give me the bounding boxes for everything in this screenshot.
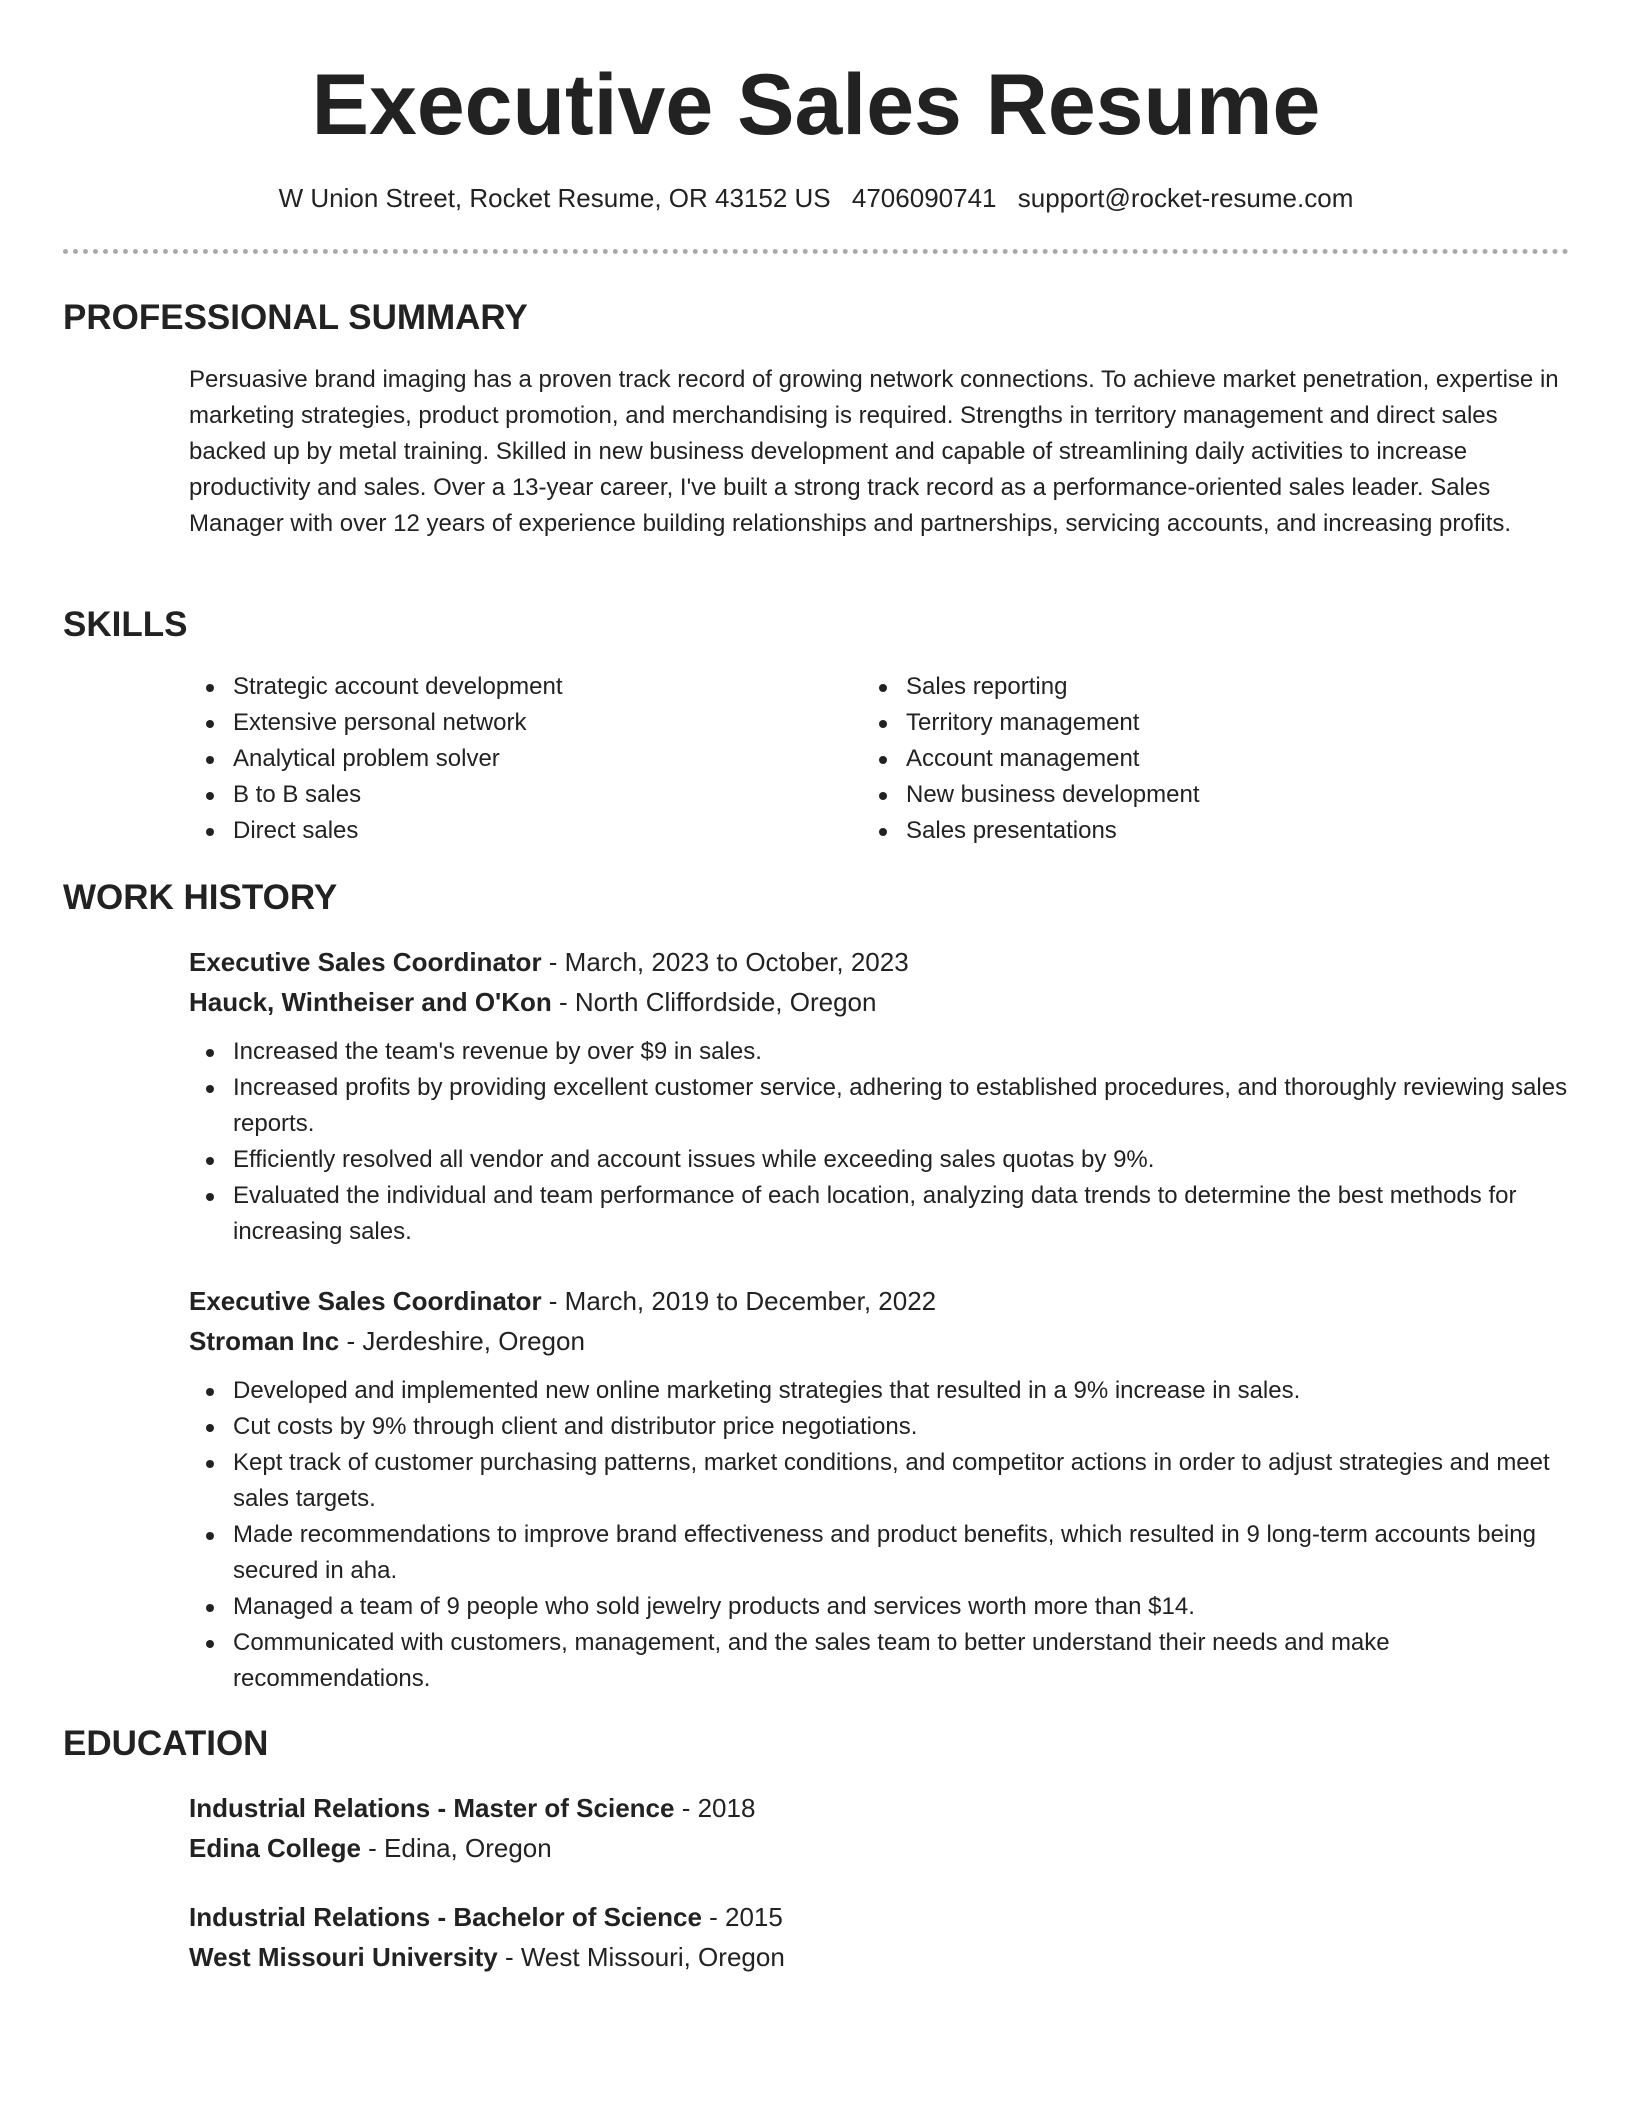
bullet-dot-icon	[206, 720, 214, 728]
skill-item-text: Direct sales	[233, 817, 359, 844]
bullet-dot-icon	[206, 1388, 214, 1396]
education-degree-line: Industrial Relations - Bachelor of Science - 2015	[189, 1902, 783, 1932]
section-heading-education: EDUCATION	[63, 1724, 269, 1763]
job-company-line: Hauck, Wintheiser and O'Kon - North Cliffordside, Oregon	[189, 987, 877, 1017]
job-bullet-text: Managed a team of 9 people who sold jewelry products and services worth more than $14.	[233, 1593, 1195, 1620]
bullet-dot-icon	[206, 1532, 214, 1540]
job-bullet-text: Cut costs by 9% through client and distributor price negotiations.	[233, 1413, 918, 1440]
skill-item	[862, 705, 1502, 741]
education-location: West Missouri, Oregon	[520, 1942, 785, 1972]
job-dates: March, 2023 to October, 2023	[564, 947, 909, 977]
bullet-dot-icon	[206, 1460, 214, 1468]
job-bullet-text: Increased profits by providing excellent customer service, adhering to established procedures, and thoroughly reviewing sales reports.	[233, 1074, 1568, 1137]
skill-item	[862, 813, 1502, 849]
job-company-line: Stroman Inc - Jerdeshire, Oregon	[189, 1326, 585, 1356]
education-entry	[189, 1897, 1569, 1977]
job-bullet-text: Kept track of customer purchasing patterns, market conditions, and competitor actions in order to adjust strategies and meet sales targets.	[233, 1449, 1550, 1512]
skill-item	[189, 741, 829, 777]
education-degree-line: Industrial Relations - Master of Science - 2018	[189, 1793, 756, 1823]
skill-item	[189, 669, 829, 705]
header-divider	[63, 249, 1569, 254]
skills-column-right	[862, 669, 1502, 849]
bullet-dot-icon	[879, 792, 887, 800]
job-bullet	[189, 1070, 1569, 1142]
skill-item-text: Sales presentations	[906, 817, 1117, 844]
education-year: 2018	[697, 1793, 756, 1823]
job-location: Jerdeshire, Oregon	[362, 1326, 585, 1356]
skill-item-text: Sales reporting	[906, 673, 1068, 700]
bullet-dot-icon	[879, 684, 887, 692]
section-heading-summary: PROFESSIONAL SUMMARY	[63, 298, 528, 337]
job-company: Stroman Inc	[189, 1326, 340, 1356]
education-entry	[189, 1788, 1569, 1868]
bullet-dot-icon	[206, 756, 214, 764]
section-heading-work: WORK HISTORY	[63, 878, 338, 917]
job-title: Executive Sales Coordinator	[189, 1286, 542, 1316]
skill-item-text: Strategic account development	[233, 673, 563, 700]
skill-item	[862, 777, 1502, 813]
bullet-dot-icon	[879, 828, 887, 836]
skill-item	[189, 813, 829, 849]
summary-text: Persuasive brand imaging has a proven track record of growing network connections. To achieve market penetration, expertise in marketing strategies, product promotion, and merchandising is required. Strengths in territory management and direct sales backed up by metal training. Skilled in new business development and capable of streamlining daily activities to increase productivity and sales. Over a 13-year career, I've built a strong track record as a performance-oriented sales leader. Sales Manager with over 12 years of experience building relationships and partnerships, servicing accounts, and increasing profits.	[189, 366, 1559, 537]
job-title-line: Executive Sales Coordinator - March, 2023 to October, 2023	[189, 947, 909, 977]
job-bullet	[189, 1445, 1569, 1517]
bullet-dot-icon	[206, 792, 214, 800]
education-location: Edina, Oregon	[384, 1833, 552, 1863]
skills-column-left	[189, 669, 829, 849]
job-entry	[189, 1281, 1569, 1697]
bullet-dot-icon	[879, 720, 887, 728]
job-bullet	[189, 1409, 1569, 1445]
job-bullet-text: Evaluated the individual and team performance of each location, analyzing data trends to determine the best methods for increasing sales.	[233, 1182, 1517, 1245]
job-bullets	[189, 1373, 1569, 1697]
skill-item-text: Analytical problem solver	[233, 745, 500, 772]
job-bullet	[189, 1034, 1569, 1070]
job-bullet	[189, 1625, 1569, 1697]
bullet-dot-icon	[879, 756, 887, 764]
job-bullet-text: Efficiently resolved all vendor and account issues while exceeding sales quotas by 9%.	[233, 1146, 1155, 1173]
skills-list-right	[862, 669, 1502, 849]
education-degree: Industrial Relations - Bachelor of Science	[189, 1902, 702, 1932]
bullet-dot-icon	[206, 1085, 214, 1093]
job-bullet	[189, 1142, 1569, 1178]
skills-list-left	[189, 669, 829, 849]
education-degree: Industrial Relations - Master of Science	[189, 1793, 675, 1823]
skill-item-text: New business development	[906, 781, 1200, 808]
job-bullet	[189, 1178, 1569, 1250]
job-bullets	[189, 1034, 1569, 1250]
skill-item	[189, 705, 829, 741]
skill-item-text: Extensive personal network	[233, 709, 527, 736]
job-bullet	[189, 1373, 1569, 1409]
job-bullet-text: Communicated with customers, management, and the sales team to better understand their needs and make recommendations.	[233, 1629, 1390, 1692]
education-school: West Missouri University	[189, 1942, 498, 1972]
bullet-dot-icon	[206, 1157, 214, 1165]
job-entry	[189, 942, 1569, 1250]
job-bullet	[189, 1517, 1569, 1589]
contact-address: W Union Street, Rocket Resume, OR 43152 US	[278, 183, 831, 213]
bullet-dot-icon	[206, 1424, 214, 1432]
education-school-line: West Missouri University - West Missouri, Oregon	[189, 1942, 785, 1972]
skill-item	[862, 669, 1502, 705]
skill-item	[862, 741, 1502, 777]
job-dates: March, 2019 to December, 2022	[564, 1286, 937, 1316]
bullet-dot-icon	[206, 684, 214, 692]
education-school: Edina College	[189, 1833, 361, 1863]
job-title-line: Executive Sales Coordinator - March, 2019 to December, 2022	[189, 1286, 937, 1316]
bullet-dot-icon	[206, 1049, 214, 1057]
skill-item-text: Territory management	[906, 709, 1140, 736]
resume-title: Executive Sales Resume	[311, 57, 1321, 153]
section-heading-skills: SKILLS	[63, 605, 188, 644]
job-bullet-text: Developed and implemented new online marketing strategies that resulted in a 9% increase in sales.	[233, 1377, 1301, 1404]
skill-item-text: B to B sales	[233, 781, 362, 808]
job-location: North Cliffordside, Oregon	[574, 987, 877, 1017]
education-year: 2015	[725, 1902, 783, 1932]
job-company: Hauck, Wintheiser and O'Kon	[189, 987, 552, 1017]
contact-phone: 4706090741	[851, 183, 997, 213]
job-bullet	[189, 1589, 1569, 1625]
skill-item-text: Account management	[906, 745, 1140, 772]
bullet-dot-icon	[206, 828, 214, 836]
bullet-dot-icon	[206, 1640, 214, 1648]
bullet-dot-icon	[206, 1193, 214, 1201]
contact-line	[0, 180, 1632, 216]
job-title: Executive Sales Coordinator	[189, 947, 542, 977]
job-bullet-text: Increased the team's revenue by over $9 in sales.	[233, 1038, 762, 1065]
job-bullet-text: Made recommendations to improve brand effectiveness and product benefits, which resulted in 9 long-term accounts being secured in aha.	[233, 1521, 1536, 1584]
skill-item	[189, 777, 829, 813]
bullet-dot-icon	[206, 1604, 214, 1612]
education-school-line: Edina College - Edina, Oregon	[189, 1833, 552, 1863]
contact-email: support@rocket-resume.com	[1017, 183, 1354, 213]
